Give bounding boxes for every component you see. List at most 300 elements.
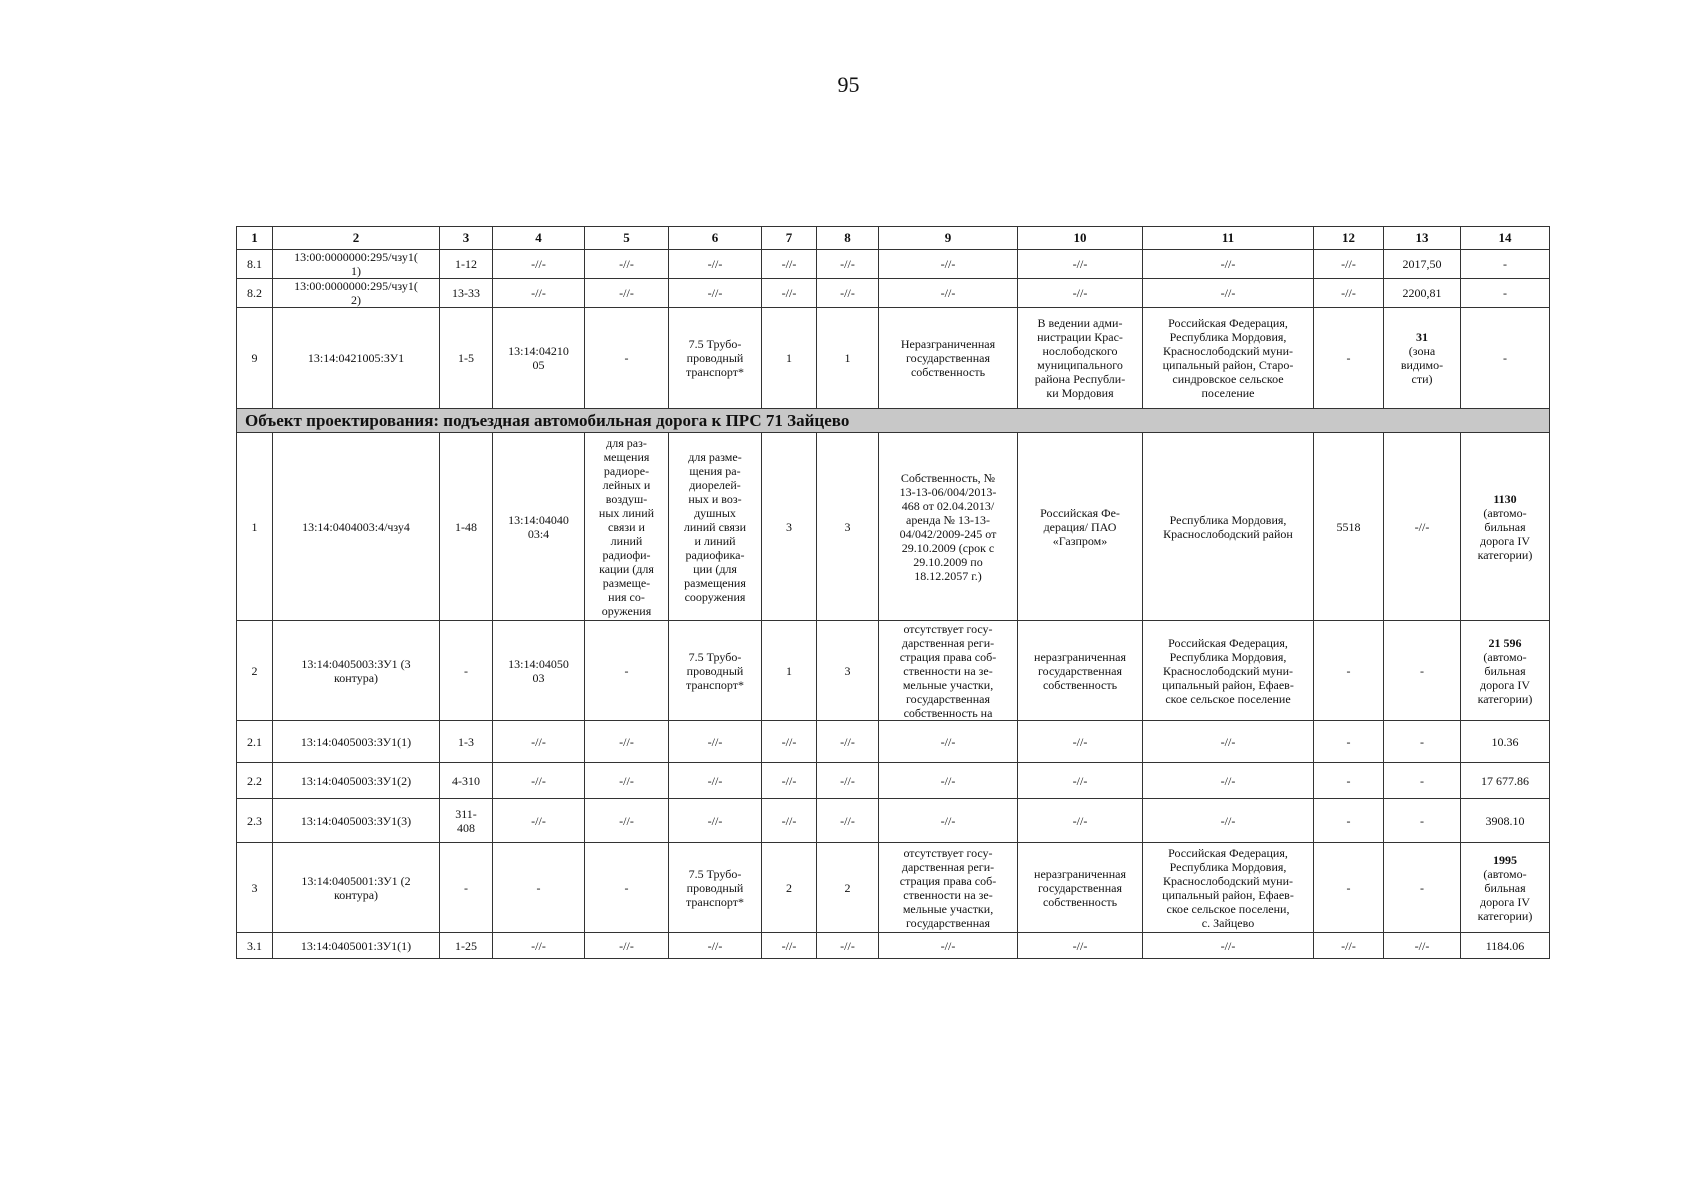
cell-text-line: радиофи-: [602, 547, 651, 562]
cell-text-lines: [1145, 513, 1311, 541]
cell-text-line: ных и воз-: [688, 491, 742, 506]
cell-area-value: 21 596: [1488, 635, 1522, 650]
cell-text-line: размещения: [684, 575, 746, 590]
table-cell-col-10: -//-: [1018, 763, 1143, 799]
cell-text-line: Краснослободский район: [1163, 526, 1293, 541]
table-cell-col-6: -//-: [669, 799, 762, 843]
cell-text-line: Российская Федерация,: [1168, 635, 1288, 650]
cell-text-line: Собственность, №: [900, 470, 996, 485]
cell-text-line: 2): [351, 293, 361, 307]
table-cell-col-9: -//-: [879, 250, 1018, 279]
table-cell-col-10: -//-: [1018, 721, 1143, 763]
column-number-11: 11: [1143, 227, 1314, 250]
table-cell-col-8: -//-: [817, 799, 879, 843]
cell-text-line: видимо-: [1400, 358, 1444, 372]
cell-text-line: страция права соб-: [899, 873, 997, 888]
table-cell-col-7: 1: [762, 308, 817, 409]
cell-text-line: ции (для: [693, 561, 737, 576]
column-number-13: 13: [1384, 227, 1461, 250]
cell-text-line: транспорт*: [686, 365, 744, 379]
cell-text-line: 13:00:0000000:295/чзу1(: [294, 279, 418, 293]
cell-text-line: Российская Федерация,: [1168, 845, 1288, 860]
cell-text-line: дерация/ ПАО: [1043, 519, 1117, 534]
table-cell-col-11: [1143, 308, 1314, 409]
column-number-14: 14: [1461, 227, 1550, 250]
table-cell-col-5: -: [585, 621, 669, 721]
cell-text-line: 03: [532, 670, 545, 685]
cell-text-line: ское сельское поселение: [1165, 691, 1291, 706]
table-cell-col-13: 2017,50: [1384, 250, 1461, 279]
cell-text-lines: [671, 337, 759, 379]
table-cell-col-12: -: [1314, 799, 1384, 843]
cell-text-line: Краснослободский муни-: [1163, 873, 1293, 888]
table-cell-col-6: -//-: [669, 250, 762, 279]
cell-text-line: 13:14:04210: [508, 344, 569, 358]
cell-area-value: 1995: [1493, 852, 1517, 867]
table-cell-col-10: -//-: [1018, 799, 1143, 843]
table-cell-col-5: -: [585, 308, 669, 409]
cell-text-line: ское сельское поселени,: [1166, 901, 1290, 916]
table-cell-col-9: [879, 433, 1018, 621]
table-cell-col-10: [1018, 621, 1143, 721]
table-cell-col-3: [440, 799, 493, 843]
cell-text-lines: [275, 279, 437, 307]
table-cell-col-9: [879, 843, 1018, 933]
cell-text-line: дорога IV: [1479, 533, 1530, 548]
table-cell-col-1: 1: [237, 433, 273, 621]
table-cell-col-3: 1-5: [440, 308, 493, 409]
cell-text-line: государственная: [1038, 880, 1122, 895]
cell-text-line: 18.12.2057 г.): [914, 568, 982, 583]
table-cell-col-13: -//-: [1384, 933, 1461, 959]
cell-text-line: 408: [457, 820, 475, 835]
table-cell-col-10: -//-: [1018, 279, 1143, 308]
table-cell-col-6: -//-: [669, 763, 762, 799]
cell-text-line: мельные участки,: [902, 901, 994, 916]
table-body: [237, 227, 1550, 959]
cell-text-lines: [671, 450, 759, 604]
table-cell-col-2: [273, 843, 440, 933]
section-title: Объект проектирования: подъездная автомобильная дорога к ПРС 71 Зайцево: [237, 409, 1550, 433]
table-cell-col-5: -//-: [585, 763, 669, 799]
table-cell-col-6: -//-: [669, 279, 762, 308]
cell-text-line: (автомо-: [1483, 866, 1527, 881]
table-cell-col-12: -: [1314, 721, 1384, 763]
table-cell-col-14: -: [1461, 308, 1550, 409]
table-cell-col-2: [273, 621, 440, 721]
table-cell-col-7: -//-: [762, 799, 817, 843]
table-cell-col-13: -: [1384, 799, 1461, 843]
table-cell-col-6: [669, 843, 762, 933]
table-cell-col-13: -//-: [1384, 433, 1461, 621]
table-cell-col-4: [493, 621, 585, 721]
column-number-10: 10: [1018, 227, 1143, 250]
table-cell-col-13: -: [1384, 621, 1461, 721]
cell-text-lines: [275, 250, 437, 278]
table-cell-col-13: -: [1384, 721, 1461, 763]
cell-text-line: поселение: [1201, 386, 1255, 400]
table-cell-col-14: -: [1461, 279, 1550, 308]
table-cell-col-4: -//-: [493, 279, 585, 308]
table-cell-col-8: -//-: [817, 279, 879, 308]
cell-text-line: для разме-: [688, 449, 742, 464]
cell-text-line: района Республи-: [1034, 372, 1126, 386]
table-row: [237, 308, 1550, 409]
cell-text-line: 13:14:04040: [508, 512, 569, 527]
table-row: [237, 279, 1550, 308]
cell-text-line: муниципального: [1037, 358, 1123, 372]
table-cell-col-3: 1-48: [440, 433, 493, 621]
cell-text-line: Российская Федерация,: [1168, 316, 1288, 330]
cell-text-line: радиоре-: [603, 463, 650, 478]
cell-text-line: собственность: [1042, 894, 1118, 909]
cell-text-line: «Газпром»: [1052, 533, 1108, 548]
cell-text-line: 7.5 Трубо-: [688, 866, 742, 881]
table-cell-col-4: -//-: [493, 250, 585, 279]
cell-text-line: неразграниченная: [1034, 866, 1126, 881]
cell-text-line: проводный: [686, 351, 744, 365]
table-cell-col-8: 2: [817, 843, 879, 933]
cell-text-line: ственности на зе-: [903, 887, 993, 902]
table-cell-col-7: -//-: [762, 933, 817, 959]
table-cell-col-3: -: [440, 621, 493, 721]
cell-text-lines: [671, 650, 759, 692]
table-cell-col-5: -//-: [585, 721, 669, 763]
cell-text-line: ных линий: [598, 505, 655, 520]
table-cell-col-7: -//-: [762, 250, 817, 279]
table-cell-col-13: 2200,81: [1384, 279, 1461, 308]
cell-text-line: (автомо-: [1483, 505, 1527, 520]
cell-text-line: ния со-: [608, 589, 645, 604]
table-cell-col-11: [1143, 621, 1314, 721]
column-number-9: 9: [879, 227, 1018, 250]
table-cell-col-9: -//-: [879, 279, 1018, 308]
cell-text-line: дорога IV: [1479, 894, 1530, 909]
column-number-12: 12: [1314, 227, 1384, 250]
cell-text-line: (зона: [1408, 344, 1436, 358]
cell-area-note: [1463, 650, 1547, 706]
table-row: [237, 763, 1550, 799]
table-cell-col-2: 13:14:0421005:ЗУ1: [273, 308, 440, 409]
table-cell-col-5: -//-: [585, 279, 669, 308]
cell-text-line: щения ра-: [689, 463, 741, 478]
table-cell-col-11: -//-: [1143, 279, 1314, 308]
table-row: [237, 250, 1550, 279]
table-cell-col-7: 2: [762, 843, 817, 933]
cell-text-line: Российская Фе-: [1040, 505, 1120, 520]
table-cell-col-14: 10.36: [1461, 721, 1550, 763]
cell-text-lines: [1020, 506, 1140, 548]
column-number-3: 3: [440, 227, 493, 250]
cell-text-lines: [1145, 316, 1311, 400]
table-cell-col-6: -//-: [669, 933, 762, 959]
table-cell-col-14: [1461, 621, 1550, 721]
cell-text-line: Неразграниченная: [900, 337, 996, 351]
cell-text-line: категории): [1477, 691, 1533, 706]
cell-text-line: собственность: [1042, 677, 1118, 692]
table-cell-col-3: -: [440, 843, 493, 933]
table-cell-col-7: -//-: [762, 279, 817, 308]
cell-text-line: мельные участки,: [902, 677, 994, 692]
cell-text-line: 1): [351, 264, 361, 278]
page-number: 95: [837, 72, 860, 97]
table-cell-col-1: 3.1: [237, 933, 273, 959]
table-cell-col-2: [273, 250, 440, 279]
table-cell-col-14: [1461, 843, 1550, 933]
cell-text-lines: [495, 657, 582, 685]
table-cell-col-2: [273, 279, 440, 308]
cell-text-line: 13:14:0405001:ЗУ1 (2: [301, 873, 411, 888]
table-cell-col-12: -: [1314, 621, 1384, 721]
cell-text-line: для раз-: [606, 435, 647, 450]
table-cell-col-5: -: [585, 843, 669, 933]
table-cell-col-2: 13:14:0405003:ЗУ1(1): [273, 721, 440, 763]
cell-text-line: нистрации Крас-: [1037, 330, 1123, 344]
table-cell-col-4: -: [493, 843, 585, 933]
table-row: [237, 621, 1550, 721]
table-cell-col-11: -//-: [1143, 933, 1314, 959]
cell-text-line: дарственная реги-: [901, 859, 995, 874]
cell-text-line: диорелей-: [689, 477, 741, 492]
cell-text-lines: [587, 436, 666, 618]
cell-text-line: связи и: [608, 519, 645, 534]
table-cell-col-3: 1-12: [440, 250, 493, 279]
cell-text-line: ципальный район, Старо-: [1162, 358, 1294, 372]
cell-text-lines: [671, 867, 759, 909]
column-number-6: 6: [669, 227, 762, 250]
table-cell-col-4: -//-: [493, 933, 585, 959]
cell-text-line: линий связи: [683, 519, 747, 534]
table-cell-col-11: -//-: [1143, 250, 1314, 279]
cell-text-lines: [275, 657, 437, 685]
cell-area-note: [1386, 344, 1458, 386]
table-cell-col-5: -//-: [585, 799, 669, 843]
table-cell-col-9: -//-: [879, 763, 1018, 799]
table-cell-col-8: -//-: [817, 933, 879, 959]
table-cell-col-12: -//-: [1314, 250, 1384, 279]
cell-area-value: 31: [1416, 330, 1428, 344]
cell-text-line: линий: [610, 533, 643, 548]
table-cell-col-14: 17 677.86: [1461, 763, 1550, 799]
cell-text-line: 29.10.2009 по: [913, 554, 983, 569]
cell-text-line: бильная: [1484, 663, 1526, 678]
cell-text-line: и линий: [694, 533, 736, 548]
table-row: [237, 433, 1550, 621]
table-cell-col-1: 3: [237, 843, 273, 933]
cell-text-line: контура): [333, 887, 379, 902]
cell-text-line: радиофика-: [685, 547, 745, 562]
table-cell-col-7: 1: [762, 621, 817, 721]
cell-text-line: государственная: [1038, 663, 1122, 678]
cell-text-line: 311-: [455, 806, 477, 821]
table-row: [237, 933, 1550, 959]
cell-text-lines: [881, 622, 1015, 720]
table-cell-col-13: -: [1384, 763, 1461, 799]
cell-text-line: Республика Мордовия,: [1169, 859, 1287, 874]
table-cell-col-14: [1461, 433, 1550, 621]
table-cell-col-3: 1-25: [440, 933, 493, 959]
table-cell-col-9: [879, 308, 1018, 409]
table-cell-col-3: 13-33: [440, 279, 493, 308]
table-cell-col-7: -//-: [762, 721, 817, 763]
table-cell-col-12: -//-: [1314, 933, 1384, 959]
cell-text-line: 03:4: [527, 526, 550, 541]
column-number-8: 8: [817, 227, 879, 250]
cell-text-lines: [1145, 636, 1311, 706]
cell-text-line: сооружения: [684, 589, 746, 604]
cell-text-line: Краснослободский муни-: [1163, 344, 1293, 358]
table-cell-col-2: 13:14:0404003:4/чзу4: [273, 433, 440, 621]
cell-text-line: В ведении адми-: [1037, 316, 1123, 330]
table-cell-col-1: 8.2: [237, 279, 273, 308]
table-cell-col-11: [1143, 843, 1314, 933]
cell-text-line: бильная: [1484, 519, 1526, 534]
table-cell-col-6: -//-: [669, 721, 762, 763]
table-cell-col-12: -: [1314, 763, 1384, 799]
cell-text-line: государственная: [906, 351, 990, 365]
cell-text-line: с. Зайцево: [1201, 915, 1255, 930]
column-number-4: 4: [493, 227, 585, 250]
cell-text-line: транспорт*: [686, 894, 744, 909]
cell-text-line: ципальный район, Ефаев-: [1162, 887, 1294, 902]
table-cell-col-12: -: [1314, 308, 1384, 409]
cell-text-line: лейных и: [602, 477, 651, 492]
table-cell-col-8: 3: [817, 433, 879, 621]
cell-text-line: размеще-: [602, 575, 651, 590]
cell-text-line: государственная: [906, 691, 990, 706]
cell-text-line: душных: [694, 505, 736, 520]
column-number-header-row: [237, 227, 1550, 250]
cell-text-line: кации (для: [599, 561, 654, 576]
cell-text-line: 04/042/2009-245 от: [899, 526, 997, 541]
cell-text-line: отсутствует госу-: [903, 621, 993, 636]
cell-text-line: отсутствует госу-: [903, 845, 993, 860]
table-cell-col-4: -//-: [493, 763, 585, 799]
cell-text-line: Республика Мордовия,: [1169, 649, 1287, 664]
table-cell-col-9: -//-: [879, 933, 1018, 959]
table-cell-col-8: -//-: [817, 763, 879, 799]
cell-text-lines: [1020, 316, 1140, 400]
table-cell-col-4: [493, 433, 585, 621]
table-cell-col-9: -//-: [879, 721, 1018, 763]
cell-text-line: 13:00:0000000:295/чзу1(: [294, 250, 418, 264]
cell-text-lines: [275, 874, 437, 902]
table-cell-col-11: -//-: [1143, 763, 1314, 799]
table-cell-col-5: [585, 433, 669, 621]
table-cell-col-8: 3: [817, 621, 879, 721]
column-number-5: 5: [585, 227, 669, 250]
cell-text-lines: [442, 807, 490, 835]
table-cell-col-14: 1184.06: [1461, 933, 1550, 959]
table-cell-col-9: -//-: [879, 799, 1018, 843]
table-cell-col-1: 2.1: [237, 721, 273, 763]
table-cell-col-5: -//-: [585, 250, 669, 279]
table-cell-col-8: -//-: [817, 721, 879, 763]
table-cell-col-7: 3: [762, 433, 817, 621]
table-cell-col-11: -//-: [1143, 799, 1314, 843]
cell-text-line: проводный: [686, 663, 744, 678]
table-cell-col-8: -//-: [817, 250, 879, 279]
table-cell-col-1: 2.2: [237, 763, 273, 799]
cell-text-line: страция права соб-: [899, 649, 997, 664]
land-plot-register-table: [236, 226, 1550, 959]
table-cell-col-11: -//-: [1143, 721, 1314, 763]
table-cell-col-1: 2.3: [237, 799, 273, 843]
table-cell-col-10: -//-: [1018, 933, 1143, 959]
cell-text-line: проводный: [686, 880, 744, 895]
table-cell-col-2: 13:14:0405003:ЗУ1(2): [273, 763, 440, 799]
table-cell-col-1: 9: [237, 308, 273, 409]
cell-text-line: 7.5 Трубо-: [688, 649, 742, 664]
cell-text-line: нослободского: [1042, 344, 1118, 358]
table-cell-col-5: -//-: [585, 933, 669, 959]
column-number-2: 2: [273, 227, 440, 250]
cell-text-line: аренда № 13-13-: [906, 512, 990, 527]
table-cell-col-2: 13:14:0405003:ЗУ1(3): [273, 799, 440, 843]
table-cell-col-10: [1018, 308, 1143, 409]
table-cell-col-2: 13:14:0405001:ЗУ1(1): [273, 933, 440, 959]
table-cell-col-1: 8.1: [237, 250, 273, 279]
cell-text-lines: [881, 337, 1015, 379]
cell-text-line: синдровское сельское: [1172, 372, 1284, 386]
table-cell-col-1: 2: [237, 621, 273, 721]
cell-text-line: собственность на: [903, 705, 993, 720]
table-cell-col-13: [1384, 308, 1461, 409]
cell-text-line: 05: [532, 358, 545, 372]
cell-text-line: категории): [1477, 547, 1533, 562]
cell-text-line: дорога IV: [1479, 677, 1530, 692]
section-header-row: [237, 409, 1550, 433]
table-cell-col-12: -: [1314, 843, 1384, 933]
table-cell-col-4: -//-: [493, 799, 585, 843]
cell-text-line: 7.5 Трубо-: [688, 337, 742, 351]
table-cell-col-10: -//-: [1018, 250, 1143, 279]
table-cell-col-13: -: [1384, 843, 1461, 933]
cell-text-lines: [1020, 867, 1140, 909]
table-cell-col-7: -//-: [762, 763, 817, 799]
cell-text-line: ципальный район, Ефаев-: [1162, 677, 1294, 692]
cell-text-line: Республика Мордовия,: [1169, 330, 1287, 344]
cell-text-line: Республика Мордовия,: [1169, 512, 1287, 527]
cell-text-lines: [495, 513, 582, 541]
cell-text-line: дарственная реги-: [901, 635, 995, 650]
cell-text-line: 13:14:0405003:ЗУ1 (3: [301, 656, 411, 671]
cell-text-line: бильная: [1484, 880, 1526, 895]
cell-text-line: мещения: [603, 449, 650, 464]
cell-text-lines: [881, 846, 1015, 930]
cell-text-line: неразграниченная: [1034, 649, 1126, 664]
table-row: [237, 721, 1550, 763]
table-cell-col-6: [669, 308, 762, 409]
table-row: [237, 843, 1550, 933]
table-cell-col-10: [1018, 843, 1143, 933]
cell-text-line: категории): [1477, 908, 1533, 923]
table-cell-col-9: [879, 621, 1018, 721]
cell-text-line: (автомо-: [1483, 649, 1527, 664]
cell-text-line: воздуш-: [605, 491, 648, 506]
table-cell-col-11: [1143, 433, 1314, 621]
cell-text-line: ки Мордовия: [1046, 386, 1114, 400]
cell-text-lines: [881, 471, 1015, 583]
table-cell-col-6: [669, 433, 762, 621]
cell-area-value: 1130: [1493, 491, 1517, 506]
cell-area-note: [1463, 867, 1547, 923]
table-cell-col-14: -: [1461, 250, 1550, 279]
table-cell-col-8: 1: [817, 308, 879, 409]
column-number-1: 1: [237, 227, 273, 250]
cell-text-line: 468 от 02.04.2013/: [901, 498, 995, 513]
column-number-7: 7: [762, 227, 817, 250]
